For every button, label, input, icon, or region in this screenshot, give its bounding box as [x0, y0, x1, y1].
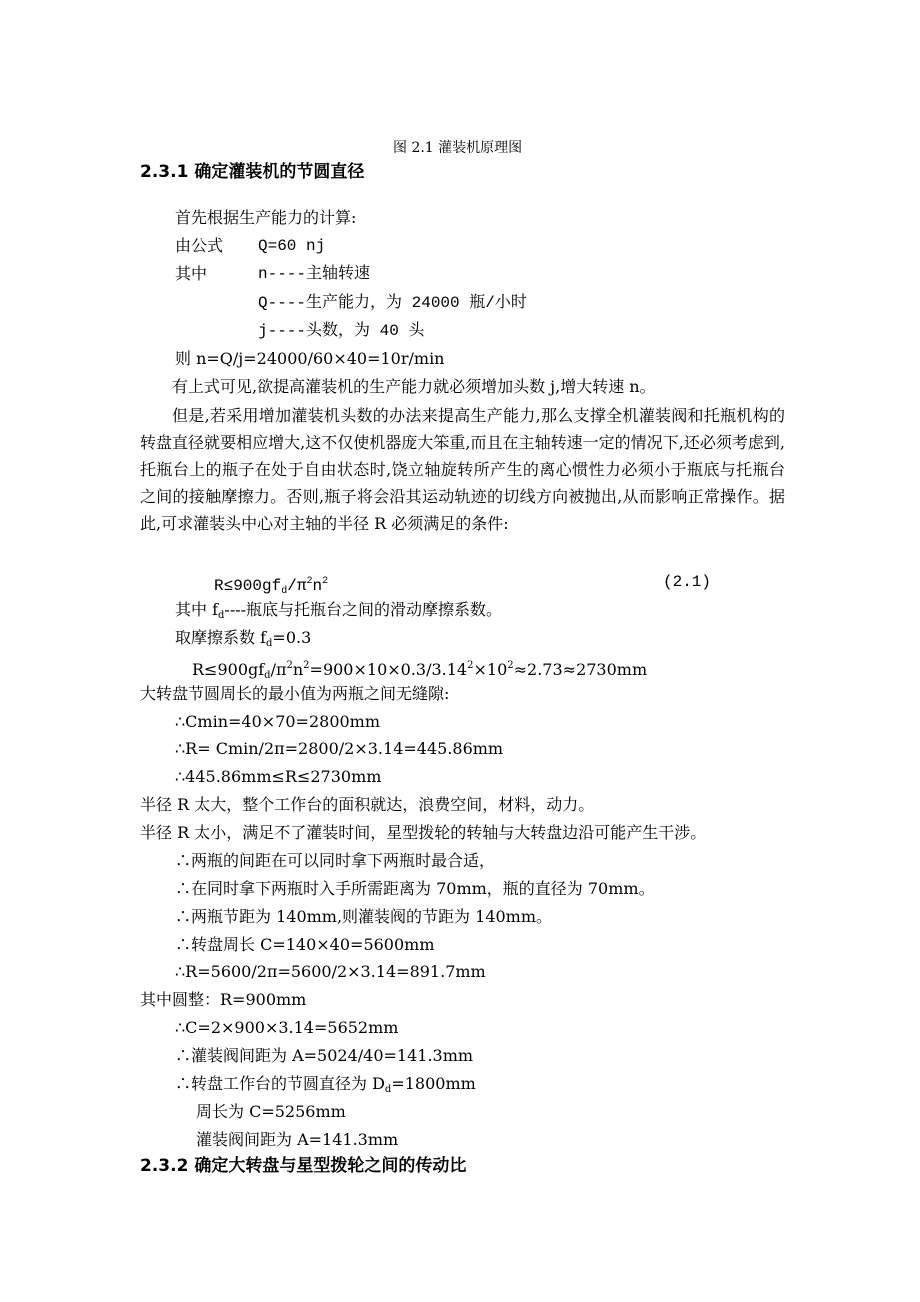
paragraph-2: 但是,若采用增加灌装机头数的办法来提高生产能力,那么支撑全机灌装阀和托瓶机构的转盘直径就要相应增大,这不仅使机器庞大笨重,而且在主轴转速一定的情况下,还必须考虑到,托瓶台上的瓶子在处于自由状态时,饶立轴旋转所产生的离心惯性力必须小于瓶底与托瓶台之间的接触摩擦力。否则,瓶子将会沿其运动轨迹的切线方向被抛出,从而影响正常操作。据此,可求灌装头中心对主轴的半径 R 必须满足的条件: — [140, 406, 785, 533]
cmin-line: ∴Cmin=40×70=2800mm — [175, 712, 381, 731]
step-line: ∴R=5600/2π=5600/2×3.14=891.7mm — [175, 962, 486, 981]
where-label: 其中 — [175, 264, 208, 283]
figure-caption: 图 2.1 灌装机原理图 — [393, 140, 523, 156]
min-circumference-text: 大转盘节圆周长的最小值为两瓶之间无缝隙: — [140, 684, 450, 703]
section-heading: 2.3.1 确定灌装机的节圆直径 — [140, 162, 365, 182]
step-line: ∴两瓶节距为 140mm,则灌装阀的节距为 140mm。 — [175, 907, 553, 926]
perimeter-line: 周长为 C=5256mm — [196, 1102, 346, 1121]
step-line: ∴在同时拿下两瓶时入手所需距离为 70mm，瓶的直径为 70mm。 — [175, 879, 655, 898]
valve-spacing-line: 灌装阀间距为 A=141.3mm — [196, 1130, 399, 1149]
step-line: ∴灌装阀间距为 A=5024/40=141.3mm — [175, 1046, 474, 1065]
paragraph-1: 有上式可见,欲提高灌装机的生产能力就必须增加头数 j,增大转速 n。 — [172, 377, 656, 396]
step-line: ∴转盘周长 C=140×40=5600mm — [175, 935, 435, 954]
definition-j: j----头数，为 40 头 — [258, 322, 425, 340]
radius-too-big: 半径 R 太大，整个工作台的面积就达，浪费空间，材料，动力。 — [140, 795, 595, 814]
definition-q: Q----生产能力，为 24000 瓶/小时 — [258, 294, 527, 312]
formula: Q=60 nj — [258, 237, 326, 255]
r-range-line: ∴445.86mm≤R≤2730mm — [175, 767, 382, 786]
equation-number: (2.1) — [663, 573, 712, 591]
r-calc-line: ∴R= Cmin/2π=2800/2×3.14=445.86mm — [175, 739, 504, 758]
calculation-n: 则 n=Q/j=24000/60×40=10r/min — [175, 349, 445, 368]
step-line: ∴两瓶的间距在可以同时拿下两瓶时最合适， — [175, 851, 496, 870]
radius-too-small: 半径 R 太小，满足不了灌装时间，星型拨轮的转轴与大转盘边沿可能产生干涉。 — [140, 823, 707, 842]
section-heading: 2.3.2 确定大转盘与星型拨轮之间的传动比 — [140, 1156, 467, 1176]
equation-2-1: $R\le 900gf_d/\pi^2n^2$ — [214, 576, 329, 597]
equation-r-limit: $R\le 900gf_d/\pi^2n^2=900\times 10\times 0.3/3.14^2\times 10^2\approx 2.73\approx 2730mm$ — [192, 660, 648, 681]
rounding-line: 其中圆整：R=900mm — [140, 990, 307, 1009]
step-line: ∴转盘工作台的节圆直径为 $D_d=1800mm$ — [175, 1074, 476, 1095]
fd-definition: 其中 $f_d----$瓶底与托瓶台之间的滑动摩擦系数。 — [175, 600, 503, 621]
formula-label: 由公式 — [175, 236, 224, 255]
step-line: ∴C=2×900×3.14=5652mm — [175, 1018, 399, 1037]
fd-value: 取摩擦系数 $f_d=0.3$ — [175, 628, 312, 649]
definition-n: n----主轴转速 — [258, 265, 371, 283]
intro-text: 首先根据生产能力的计算: — [175, 208, 357, 227]
